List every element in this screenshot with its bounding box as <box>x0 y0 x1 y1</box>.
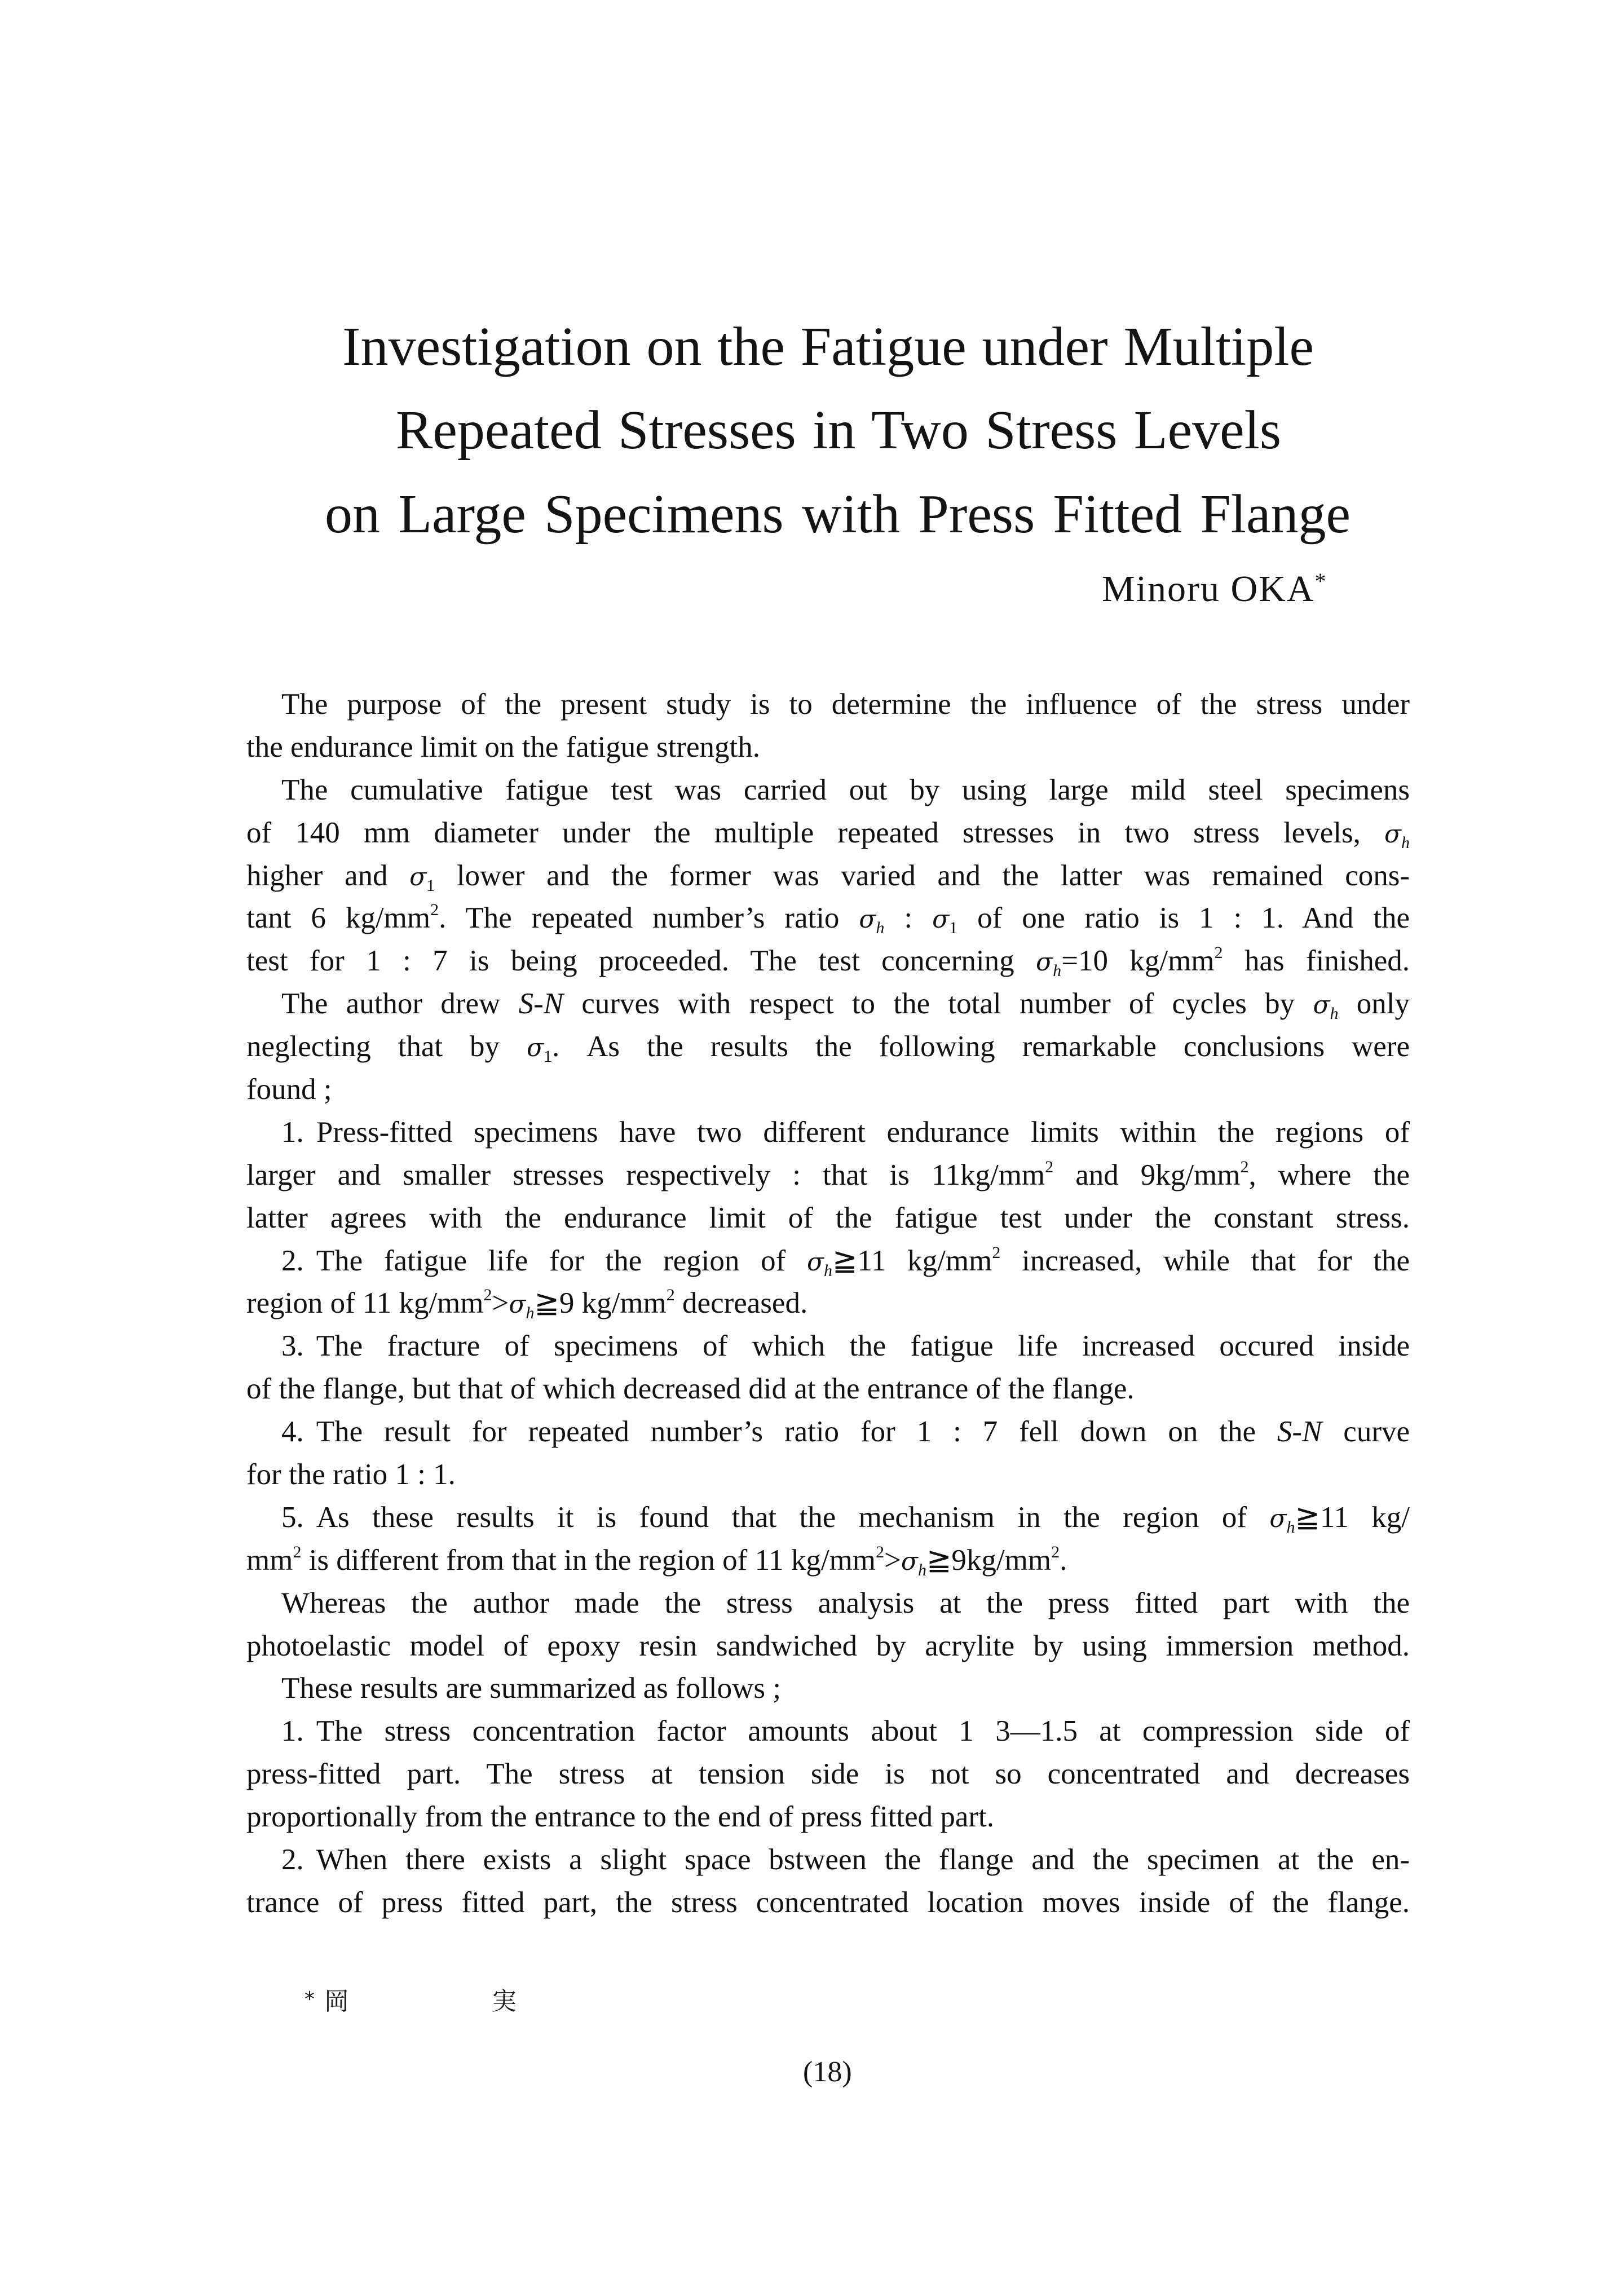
body-line <box>246 855 1410 898</box>
sigma-glyph: σ <box>526 1034 544 1063</box>
sigma-symbol <box>526 1030 552 1066</box>
text-run: has finished. <box>1223 944 1410 978</box>
page-number: (18) <box>803 2056 852 2088</box>
sigma-glyph: σ <box>1269 1504 1287 1533</box>
text-run: curve <box>1322 1415 1410 1449</box>
superscript: 2 <box>483 1286 492 1305</box>
body-line <box>246 1411 1410 1454</box>
sigma-glyph: σ <box>806 1247 824 1277</box>
sigma-subscript: h <box>1330 1004 1339 1023</box>
body-line <box>246 1111 1410 1154</box>
text-run: The author drew <box>281 987 519 1021</box>
text-run: increased, while that for the <box>1000 1244 1410 1277</box>
body-line <box>246 1368 1410 1411</box>
italic-term: S-N <box>518 987 564 1021</box>
text-run: ≧9kg/mm <box>926 1543 1052 1577</box>
sigma-symbol <box>932 902 958 938</box>
sigma-glyph: σ <box>1384 819 1401 849</box>
title-line: Investigation on the Fatigue under Multiple <box>342 316 1314 377</box>
text-run: ≧11 kg/mm <box>832 1244 992 1277</box>
text-run: of the flange, but that of which decreased did at the entrance of the flange. <box>246 1372 1135 1406</box>
text-run: larger and smaller stresses respectively : that is 11kg/mm <box>246 1158 1045 1191</box>
body-line <box>246 1240 1410 1283</box>
text-run: of one ratio is 1 : 1. And the <box>957 902 1410 935</box>
sigma-subscript: 1 <box>426 876 435 895</box>
sigma-symbol <box>901 1544 926 1577</box>
body-line <box>246 983 1410 1026</box>
text-run: As these results it is found that the mechanism in the region of <box>316 1500 1270 1534</box>
body-line <box>246 1282 1410 1325</box>
text-run: of 140 mm diameter under the multiple repeated stresses in two stress levels, <box>246 816 1384 849</box>
sigma-symbol <box>1313 987 1339 1023</box>
list-number: 5. <box>281 1500 304 1534</box>
sigma-subscript: h <box>917 1560 926 1579</box>
body-line <box>246 1454 1410 1497</box>
body-line <box>246 1667 1410 1710</box>
title-line: on Large Specimens with Press Fitted Flange <box>325 484 1351 545</box>
text-run: proportionally from the entrance to the end of press fitted part. <box>246 1800 995 1834</box>
text-run: lower and the former was varied and the latter was remained cons- <box>435 859 1410 892</box>
abstract-body <box>246 683 1410 1925</box>
text-run: is different from that in the region of 11 kg/mm <box>301 1543 876 1577</box>
sigma-subscript: 1 <box>949 919 958 938</box>
text-run: curves with respect to the total number of cycles by <box>563 987 1313 1021</box>
sigma-symbol <box>409 859 435 895</box>
sigma-glyph: σ <box>859 905 876 934</box>
text-run: test for 1 : 7 is being proceeded. The test concerning <box>246 944 1036 978</box>
sigma-subscript: h <box>824 1261 833 1280</box>
text-run: Press-fitted specimens have two different endurance limits within the regions of <box>316 1115 1410 1149</box>
text-run: higher and <box>246 859 410 892</box>
sigma-symbol <box>806 1244 833 1280</box>
body-line <box>246 683 1410 726</box>
author-footnote-mark: * <box>1314 568 1327 594</box>
body-line <box>246 897 1410 940</box>
text-run: decreased. <box>674 1287 808 1320</box>
sigma-subscript: h <box>876 919 885 938</box>
superscript: 2 <box>1045 1157 1054 1176</box>
text-run: Whereas the author made the stress analysis at the press fitted part with the <box>281 1586 1410 1619</box>
text-run: . <box>1060 1543 1067 1577</box>
list-number: 1. <box>281 1715 304 1748</box>
body-line <box>246 1497 1410 1539</box>
body-line <box>246 812 1410 855</box>
sigma-glyph: σ <box>1313 991 1330 1020</box>
text-run: and 9kg/mm <box>1053 1158 1241 1191</box>
text-run: =10 kg/mm <box>1061 944 1215 978</box>
superscript: 2 <box>992 1243 1001 1262</box>
text-run: ≧11 kg/ <box>1295 1500 1410 1534</box>
superscript: 2 <box>666 1286 675 1305</box>
text-run: The stress concentration factor amounts about 1 3—1.5 at compression side of <box>316 1715 1410 1748</box>
body-line <box>246 1197 1410 1240</box>
superscript: 2 <box>1214 943 1223 963</box>
sigma-glyph: σ <box>409 862 427 891</box>
text-run: photoelastic model of epoxy resin sandwiched by acrylite by using immersion method. <box>246 1629 1410 1662</box>
text-run: > <box>492 1287 509 1320</box>
list-number: 2. <box>281 1244 304 1277</box>
sigma-symbol <box>1269 1501 1295 1537</box>
author-name: Minoru OKA <box>1102 568 1315 610</box>
text-run: . As the results the following remarkable conclusions were <box>552 1030 1410 1063</box>
list-number: 2. <box>281 1843 304 1877</box>
superscript: 2 <box>1051 1542 1060 1561</box>
text-run: These results are summarized as follows ; <box>281 1672 782 1705</box>
superscript: 2 <box>1240 1157 1249 1176</box>
superscript: 2 <box>293 1542 302 1561</box>
sigma-glyph: σ <box>932 905 950 934</box>
text-run: mm <box>246 1543 293 1577</box>
sigma-symbol <box>1036 944 1062 981</box>
author-byline <box>1102 568 1327 610</box>
list-number: 4. <box>281 1415 304 1449</box>
footnote-mark: * <box>304 1988 315 2011</box>
text-run: The purpose of the present study is to determine the influence of the stress under <box>281 688 1410 721</box>
sigma-subscript: h <box>1401 833 1410 852</box>
sigma-glyph: σ <box>1036 948 1053 977</box>
text-run: , where the <box>1248 1158 1410 1191</box>
text-run: trance of press fitted part, the stress concentrated location moves inside of the flange. <box>246 1886 1410 1919</box>
footnote-author-given-name: 実 <box>492 1987 517 2016</box>
body-line <box>246 1582 1410 1625</box>
body-line <box>246 769 1410 812</box>
body-line <box>246 1882 1410 1925</box>
text-run: The cumulative fatigue test was carried out by using large mild steel specimens <box>281 773 1410 806</box>
italic-term: S-N <box>1277 1415 1322 1449</box>
list-number: 1. <box>281 1115 304 1149</box>
sigma-symbol <box>509 1287 535 1323</box>
text-run: : <box>884 902 933 935</box>
sigma-subscript: h <box>1053 961 1062 981</box>
text-run: for the ratio 1 : 1. <box>246 1458 456 1491</box>
superscript: 2 <box>430 901 439 920</box>
text-run: . The repeated number’s ratio <box>439 902 859 935</box>
body-line <box>246 1625 1410 1668</box>
body-line <box>246 1069 1410 1111</box>
body-line <box>246 940 1410 983</box>
text-run: found ; <box>246 1073 332 1106</box>
text-run: press-fitted part. The stress at tension side is not so concentrated and decreases <box>246 1758 1410 1791</box>
text-run: the endurance limit on the fatigue strength. <box>246 730 761 763</box>
body-line <box>246 1753 1410 1796</box>
text-run: only <box>1338 987 1410 1021</box>
sigma-glyph: σ <box>509 1290 526 1319</box>
title-line: Repeated Stresses in Two Stress Levels <box>396 400 1281 461</box>
list-number: 3. <box>281 1330 304 1363</box>
text-run: tant 6 kg/mm <box>246 902 431 935</box>
sigma-glyph: σ <box>901 1547 918 1576</box>
text-run: ≧9 kg/mm <box>534 1287 667 1320</box>
sigma-subscript: h <box>526 1304 535 1323</box>
body-line <box>246 1154 1410 1197</box>
text-run: The result for repeated number’s ratio for 1 : 7 fell down on the <box>316 1415 1277 1449</box>
text-run: latter agrees with the endurance limit of the fatigue test under the constant stress. <box>246 1201 1410 1234</box>
body-line <box>246 1839 1410 1882</box>
body-line <box>246 726 1410 769</box>
sigma-symbol <box>1384 816 1410 852</box>
sigma-subscript: h <box>1286 1517 1295 1537</box>
text-run: neglecting that by <box>246 1030 527 1063</box>
body-line <box>246 1026 1410 1069</box>
footnote-author-surname: 岡 <box>324 1987 349 2016</box>
text-run: > <box>884 1543 901 1577</box>
sigma-subscript: 1 <box>544 1047 552 1066</box>
body-line <box>246 1539 1410 1582</box>
text-run: The fracture of specimens of which the fatigue life increased occured inside <box>316 1330 1410 1363</box>
superscript: 2 <box>876 1542 885 1561</box>
body-line <box>246 1796 1410 1839</box>
text-run: region of 11 kg/mm <box>246 1287 484 1320</box>
text-run: The fatigue life for the region of <box>316 1244 807 1277</box>
text-run: When there exists a slight space bstween the flange and the specimen at the en- <box>316 1843 1410 1877</box>
sigma-symbol <box>859 902 885 938</box>
body-line <box>246 1710 1410 1753</box>
body-line <box>246 1325 1410 1368</box>
